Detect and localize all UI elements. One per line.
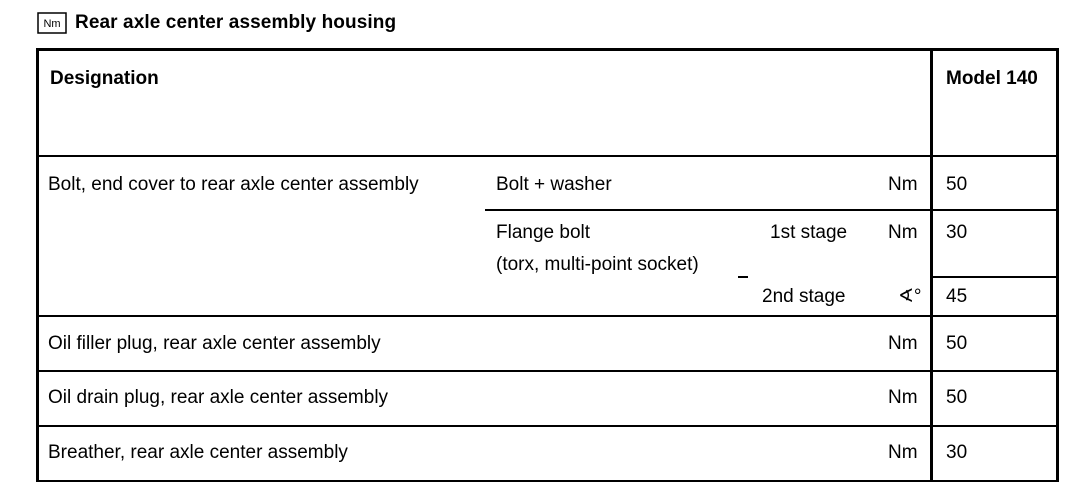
row-divider-3 — [36, 425, 1059, 427]
row-1-sub-3-angle-unit: ∢° — [898, 286, 922, 307]
header-model: Model 140 — [946, 68, 1038, 89]
row-1-sub-1-value: 50 — [946, 174, 968, 195]
model-column-divider — [930, 48, 933, 482]
row-1-sub-2-value: 30 — [946, 222, 968, 243]
header-designation: Designation — [50, 68, 159, 89]
row-2-unit: Nm — [888, 333, 918, 354]
row-2-designation: Oil filler plug, rear axle center assembly — [48, 333, 381, 354]
subrow-divider-1 — [485, 209, 1059, 211]
row-1-sub-1-unit: Nm — [888, 174, 918, 195]
row-3-designation: Oil drain plug, rear axle center assembly — [48, 387, 389, 408]
row-1-sub-2-stage: 1st stage — [770, 222, 848, 243]
table-border-bottom — [36, 480, 1059, 482]
subrow-divider-2a — [738, 276, 748, 278]
row-1-designation: Bolt, end cover to rear axle center assembly — [48, 174, 419, 195]
page-title: Rear axle center assembly housing — [75, 12, 397, 33]
table-border-left — [36, 48, 39, 482]
row-3-unit: Nm — [888, 387, 918, 408]
table-border-right — [1056, 48, 1059, 482]
header-divider — [36, 155, 1059, 157]
row-3-value: 50 — [946, 387, 968, 408]
row-1-sub-2-type-line-2: (torx, multi-point socket) — [496, 254, 699, 275]
row-4-unit: Nm — [888, 442, 918, 463]
row-1-sub-3-stage: 2nd stage — [762, 286, 846, 307]
row-4-designation: Breather, rear axle center assembly — [48, 442, 348, 463]
row-1-sub-2-type-line-1: Flange bolt — [496, 222, 591, 243]
section-header — [37, 8, 396, 38]
torque-nm-icon — [37, 12, 67, 34]
row-2-value: 50 — [946, 333, 968, 354]
row-1-sub-1-type: Bolt + washer — [496, 174, 612, 195]
svg-text:Nm: Nm — [43, 18, 61, 30]
row-4-value: 30 — [946, 442, 968, 463]
row-divider-2 — [36, 370, 1059, 372]
table-border-top — [36, 48, 1059, 51]
row-divider-1 — [36, 315, 1059, 317]
row-1-sub-2-unit: Nm — [888, 222, 918, 243]
row-1-sub-3-value: 45 — [946, 286, 968, 307]
subrow-divider-2b — [930, 276, 1059, 278]
